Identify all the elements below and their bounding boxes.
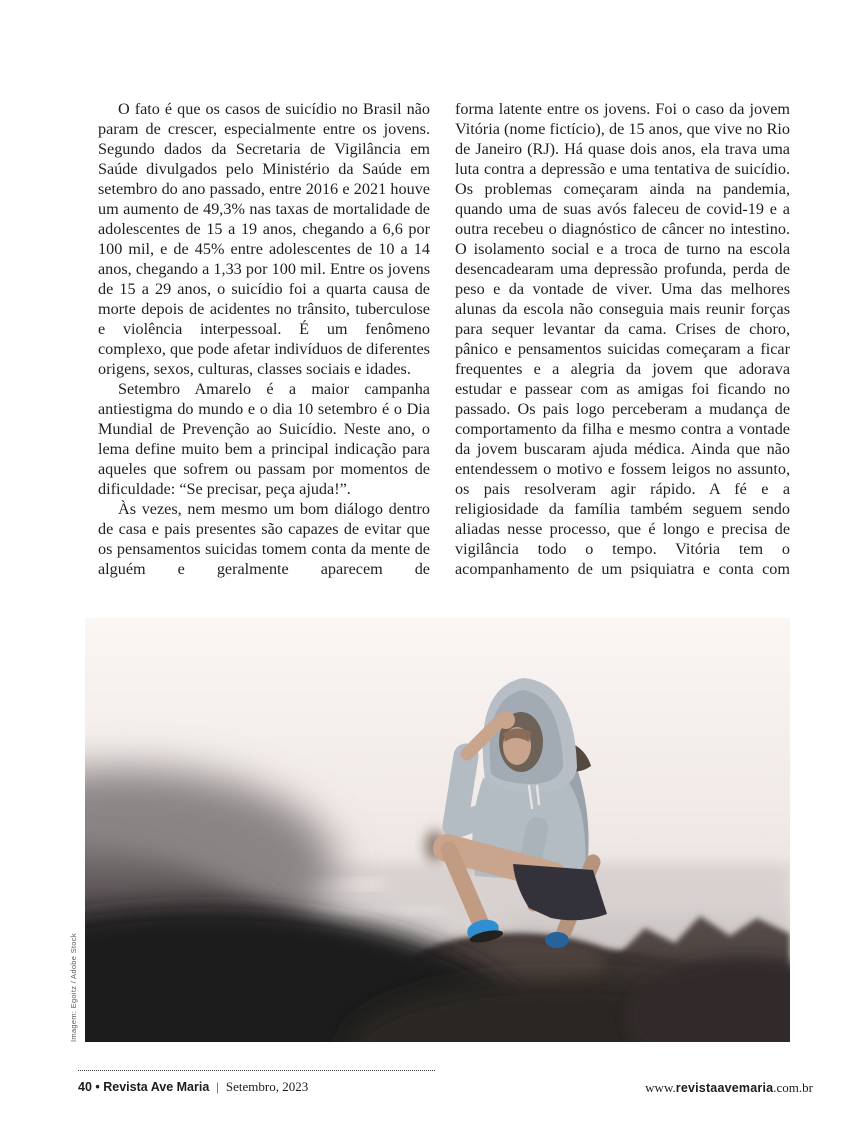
footer-website (645, 1080, 813, 1096)
footer-folio (78, 1079, 308, 1095)
text-column-left (98, 99, 430, 579)
paragraph: O fato é que os casos de suicídio no Brasil não param de crescer, especialmente entre os jovens. Segundo dados da Secretaria de Vigilância em Saúde divulgados pelo Ministério da Saúde em setembro do ano passado, entre 2016 e 2021 houve um aumento de 49,3% nas taxas de mortalidade de adolescentes de 15 a 19 anos, chegando a 6,6 por 100 mil, e de 45% entre adolescentes de 10 a 14 anos, chegando a 1,33 por 100 mil. Entre os jovens de 15 a 29 anos, o suicídio foi a quarta causa de morte depois de acidentes no trânsito, tuberculose e violência interpessoal. É um fenômeno complexo, que pode afetar indivíduos de diferentes origens, sexos, culturas, classes sociais e idades. (98, 100, 430, 378)
footer-separator: | (216, 1079, 219, 1094)
page-number-and-magazine: 40 • Revista Ave Maria (78, 1080, 210, 1094)
url-suffix: .com.br (773, 1080, 813, 1095)
paragraph: Setembro Amarelo é a maior campanha antiestigma do mundo e o dia 10 setembro é o Dia Mundial de Prevenção ao Suicídio. Neste ano, o lema define muito bem a principal indicação para aqueles que sofrem ou passam por momentos de dificuldade: “Se precisar, peça ajuda!”. (98, 380, 430, 498)
photo-credit: Imagem: Egoitz / Adobe Stock (69, 933, 78, 1042)
paragraph: forma latente entre os jovens. Foi o caso da jovem Vitória (nome fictício), de 15 anos, que vive no Rio de Janeiro (RJ). Há quase dois anos, ela trava uma luta contra a depressão e uma tentativa de suicídio. Os problemas começaram ainda na pandemia, quando uma de suas avós faleceu de covid-19 e a outra recebeu o diagnóstico de câncer no intestino. O isolamento social e a troca de turno na escola desencadearam uma depressão profunda, perda de peso e da vontade de viver. Uma das melhores alunas da escola não conseguia mais reunir forças para sequer levantar da cama. Crises de choro, pânico e pensamentos suicidas começaram a ficar frequentes e a alegria da jovem que adorava estudar e passear com as amigas foi ficando no passado. Os pais logo perceberam a mudança de comportamento da filha e mesmo contra a vontade da jovem buscaram ajuda médica. Ainda que não entendessem o motivo e fossem leigos no assunto, os pais resolveram agir rápido. A fé e a religiosidade da família também seguem sendo aliadas nesse processo, que é longo e precisa de vigilância todo o tempo. Vitória tem o acompanhamento de um psiquiatra e conta com (455, 100, 790, 578)
url-prefix: www. (645, 1080, 676, 1095)
photo-illustration (85, 618, 790, 1042)
article-photo (85, 618, 790, 1042)
paragraph: Às vezes, nem mesmo um bom diálogo dentro de casa e pais presentes são capazes de evitar que os pensamentos suicidas tomem conta da mente de alguém e geralmente aparecem de (98, 500, 430, 578)
article-body (98, 99, 790, 579)
footer-date: Setembro, 2023 (225, 1079, 309, 1094)
text-column-right (455, 99, 790, 579)
footer-dotted-rule (78, 1070, 435, 1071)
url-domain: revistaavemaria (675, 1081, 774, 1095)
